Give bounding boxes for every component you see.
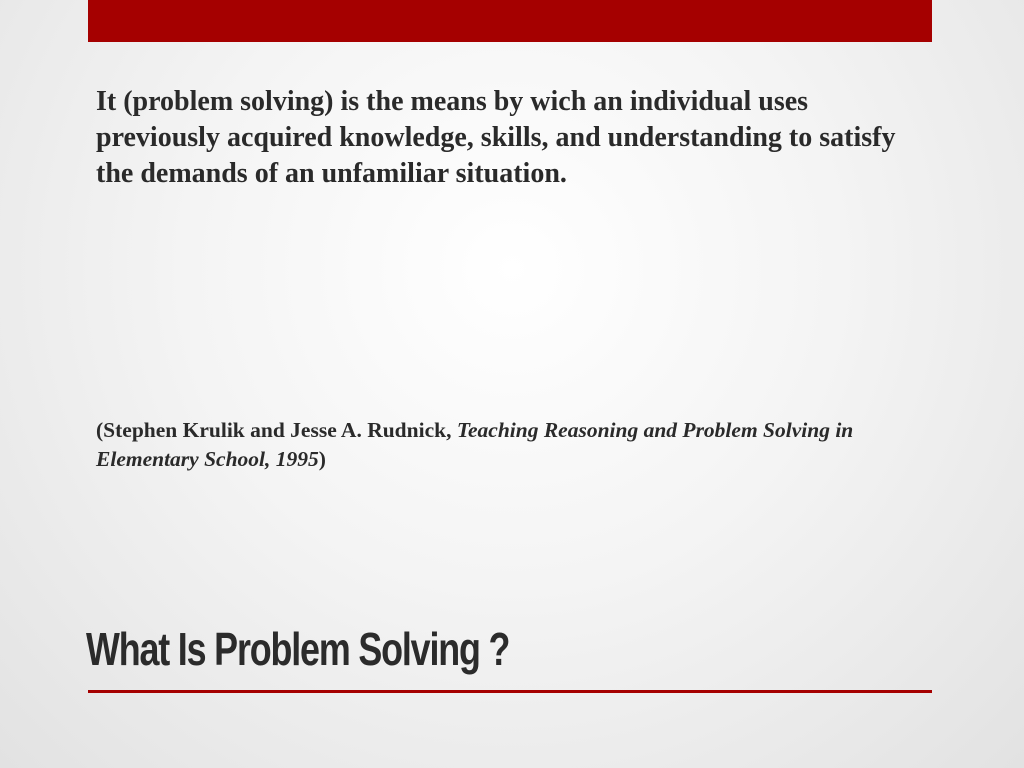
- citation-close-paren: ): [318, 447, 326, 471]
- citation-book-title: Teaching Reasoning and Problem Solving in Elementary School, 1995: [96, 418, 854, 471]
- slide-body: [96, 84, 916, 192]
- citation-open-paren: (: [96, 418, 104, 442]
- definition-text: It (problem solving) is the means by wich an individual uses previously acquired knowledge, skills, and understanding to satisfy the demands of an unfamiliar situation.: [96, 86, 896, 189]
- slide-title: What Is Problem Solving ?: [86, 623, 510, 675]
- citation-authors: Stephen Krulik and Jesse A. Rudnick,: [103, 418, 457, 442]
- citation: [96, 416, 916, 474]
- title-underline-rule: [88, 690, 932, 693]
- top-accent-bar: [88, 0, 932, 42]
